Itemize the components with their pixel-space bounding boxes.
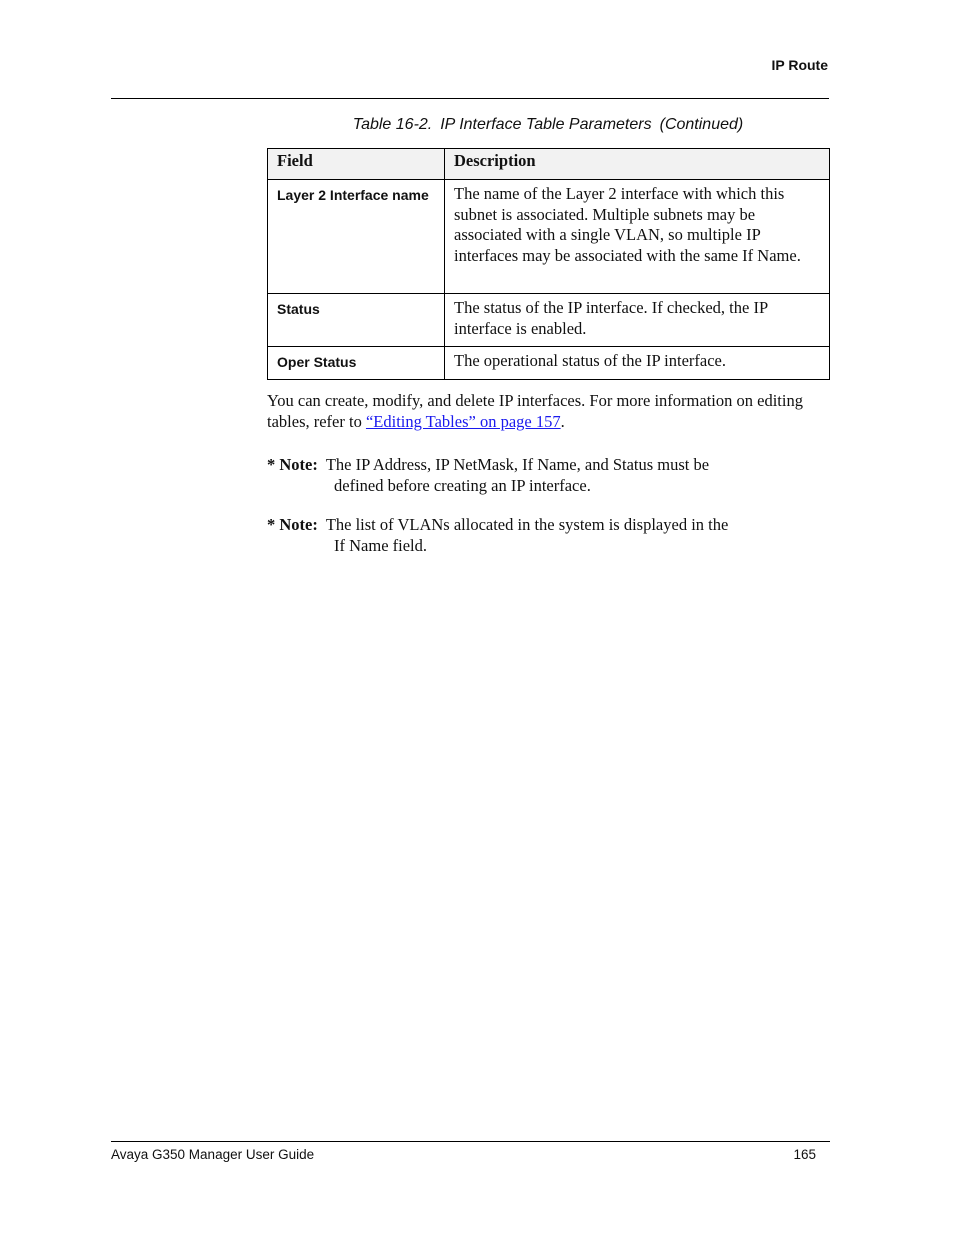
note-text-line1: The IP Address, IP NetMask, If Name, and Status must be: [325, 455, 710, 474]
note: [267, 455, 829, 496]
note-label: * Note:: [267, 455, 318, 474]
table-caption-title: IP Interface Table Parameters: [440, 116, 652, 133]
column-header-field: Field: [268, 149, 445, 180]
page-number: 165: [793, 1147, 816, 1162]
field-cell: Status: [268, 294, 445, 347]
running-head: IP Route: [771, 57, 828, 73]
parameters-table: [267, 148, 830, 380]
table-header-row: [268, 149, 830, 180]
column-header-description: Description: [445, 149, 830, 180]
footer-doc-title: Avaya G350 Manager User Guide: [111, 1147, 315, 1162]
note-label: * Note:: [267, 515, 318, 534]
field-cell: Oper Status: [268, 347, 445, 380]
cross-reference-link[interactable]: “Editing Tables” on page 157: [365, 411, 561, 431]
table-row: [268, 347, 830, 380]
body-paragraph: [267, 391, 829, 432]
table-caption-number: Table 16-2.: [352, 116, 433, 133]
table-caption-suffix: (Continued): [659, 116, 744, 133]
field-cell: Layer 2 Interface name: [268, 180, 445, 294]
note-text-line1: The list of VLANs allocated in the system is displayed in the: [325, 515, 729, 534]
table-row: [268, 180, 830, 294]
description-cell: The operational status of the IP interface.: [445, 347, 830, 380]
table-row: [268, 294, 830, 347]
table-caption: [267, 116, 829, 134]
paragraph-text: You can create, modify, and delete IP interfaces. For more information on editing tables, refer to: [267, 391, 803, 431]
note-text-line2: If Name field.: [334, 535, 427, 555]
header-rule: [111, 98, 829, 99]
footer-rule: [111, 1141, 830, 1142]
description-cell: The status of the IP interface. If checked, the IP interface is enabled.: [445, 294, 830, 347]
note-text-line2: defined before creating an IP interface.: [334, 475, 591, 495]
paragraph-end: .: [560, 411, 565, 431]
description-cell: The name of the Layer 2 interface with which this subnet is associated. Multiple subnets may be associated with a single VLAN, so multiple IP interfaces may be associated with the same If Name.: [445, 180, 830, 294]
note: [267, 515, 829, 556]
